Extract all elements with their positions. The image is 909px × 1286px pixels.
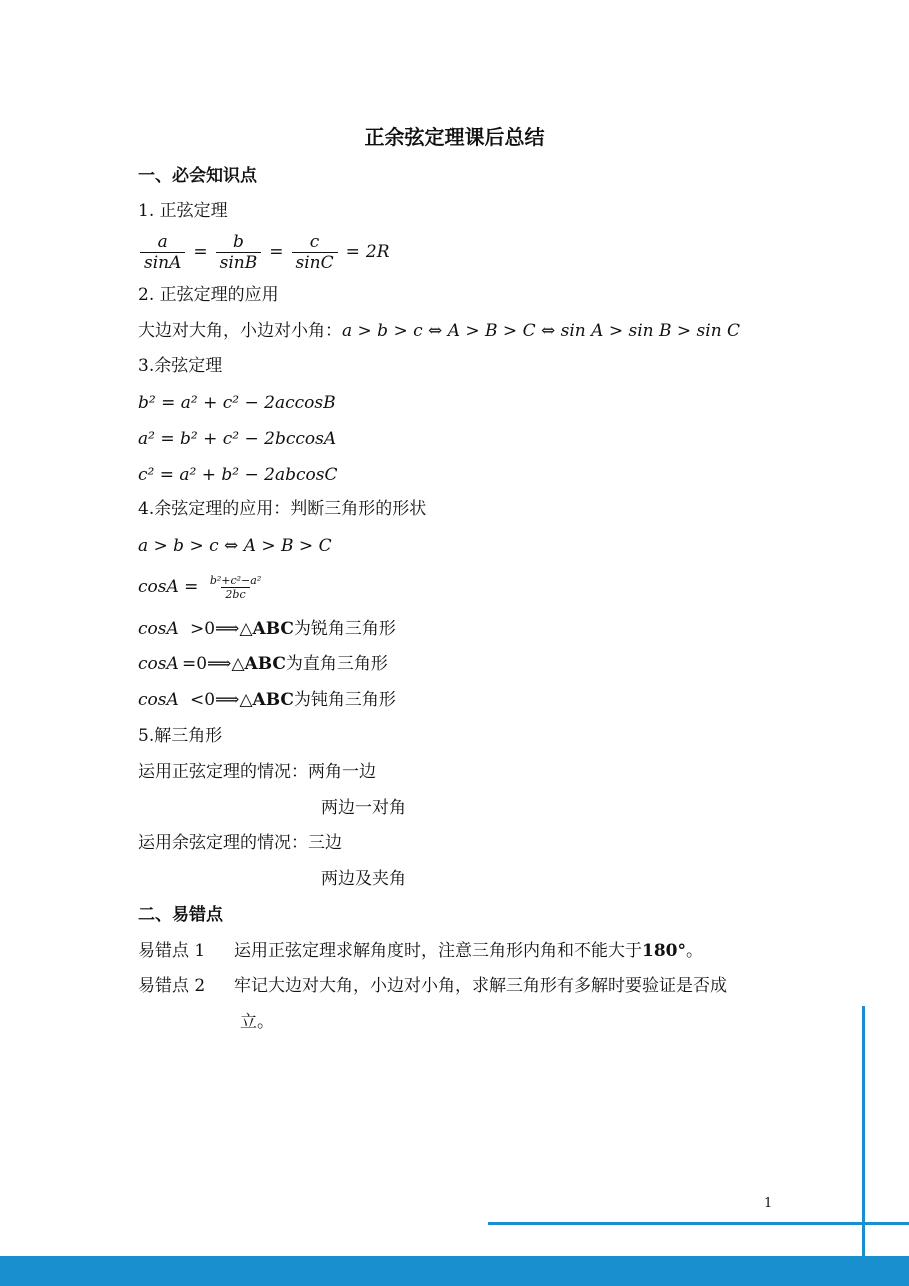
sine-use-row <box>138 760 376 784</box>
item5-label: 5.解三角形 <box>138 726 223 746</box>
cos-formula <box>138 574 267 601</box>
frac-den: 2bc <box>221 587 249 601</box>
case-acute <box>138 617 396 641</box>
pitfall-value: 180° <box>642 941 686 961</box>
case-triangle: △ABC <box>239 690 294 710</box>
section1-heading: 一、必会知识点 <box>138 166 257 186</box>
pitfall-text: 运用正弦定理求解角度时，注意三角形内角和不能大于 <box>234 941 642 961</box>
case-triangle: △ABC <box>239 619 294 639</box>
sine-use-label: 运用正弦定理的情况： <box>138 762 308 782</box>
frac-num: b²+c²−a² <box>209 574 262 587</box>
section2-heading: 二、易错点 <box>138 905 223 925</box>
pitfall-label: 易错点 2 <box>138 976 206 996</box>
sine-law-rhs: 2R <box>365 242 390 262</box>
sine-case-2: 两边一对角 <box>321 798 406 818</box>
frac-den: sinB <box>216 252 262 273</box>
case-obtuse <box>138 688 396 712</box>
cos-lhs: cosA = <box>138 577 199 597</box>
cos-case-1: 三边 <box>308 833 342 853</box>
page-number: 1 <box>764 1196 773 1211</box>
sine-case-1: 两角一边 <box>308 762 376 782</box>
pitfall-label: 易错点 1 <box>138 941 206 961</box>
fraction-b <box>216 232 262 273</box>
frac-num: b <box>233 232 244 252</box>
case-right <box>138 652 388 676</box>
cos-case-2: 两边及夹角 <box>321 869 406 889</box>
frac-num: c <box>309 232 320 252</box>
item2-formula: a > b > c ⇔ A > B > C ⇔ sin A > sin B > sin C <box>342 321 741 341</box>
item2-label: 2. 正弦定理的应用 <box>138 285 279 305</box>
frac-num: a <box>157 232 168 252</box>
cos-use-label: 运用余弦定理的情况： <box>138 833 308 853</box>
item2-text: 大边对大角，小边对小角： <box>138 321 342 341</box>
item2-statement <box>138 319 740 343</box>
footer-bar <box>0 1256 909 1286</box>
item4-order: a > b > c ⇔ A > B > C <box>138 536 332 556</box>
item4-label: 4.余弦定理的应用：判断三角形的形状 <box>138 499 427 519</box>
cosine-law-a: a² = b² + c² − 2bccosA <box>138 429 337 449</box>
decorative-vertical-line <box>862 1006 865 1256</box>
pitfall-2 <box>138 974 727 998</box>
case-triangle: △ABC <box>231 654 286 674</box>
cosine-law-b: b² = a² + c² − 2accosB <box>138 393 336 413</box>
page-title: 正余弦定理课后总结 <box>364 125 545 149</box>
case-result: 为直角三角形 <box>285 654 388 674</box>
case-lhs: cosA <box>138 690 179 710</box>
frac-den: sinA <box>140 252 185 273</box>
pitfall-end: 。 <box>686 941 703 961</box>
cos-use-row <box>138 831 342 855</box>
pitfall-2-cont: 立。 <box>240 1012 274 1032</box>
frac-den: sinC <box>292 252 338 273</box>
pitfall-1 <box>138 939 703 963</box>
case-lhs: cosA <box>138 619 179 639</box>
case-lhs: cosA <box>138 654 179 674</box>
item1-label: 1. 正弦定理 <box>138 201 228 221</box>
fraction-a <box>140 232 185 273</box>
cosine-law-c: c² = a² + b² − 2abcosC <box>138 465 338 485</box>
case-cond: <0⟹ <box>190 690 240 710</box>
decorative-horizontal-line <box>488 1222 909 1225</box>
case-cond: =0⟹ <box>182 654 232 674</box>
item3-label: 3.余弦定理 <box>138 356 223 376</box>
sine-law-formula: $\frac{a}{\sin A}$ = $\frac{b}{\sin B}$ = $\frac{c}{\sin C}$ = 2R <box>138 232 390 273</box>
fraction-c <box>292 232 338 273</box>
cos-fraction <box>206 574 265 601</box>
case-result: 为钝角三角形 <box>293 690 396 710</box>
case-result: 为锐角三角形 <box>293 619 396 639</box>
pitfall-text: 牢记大边对大角，小边对小角，求解三角形有多解时要验证是否成 <box>234 976 727 996</box>
case-cond: >0⟹ <box>190 619 240 639</box>
